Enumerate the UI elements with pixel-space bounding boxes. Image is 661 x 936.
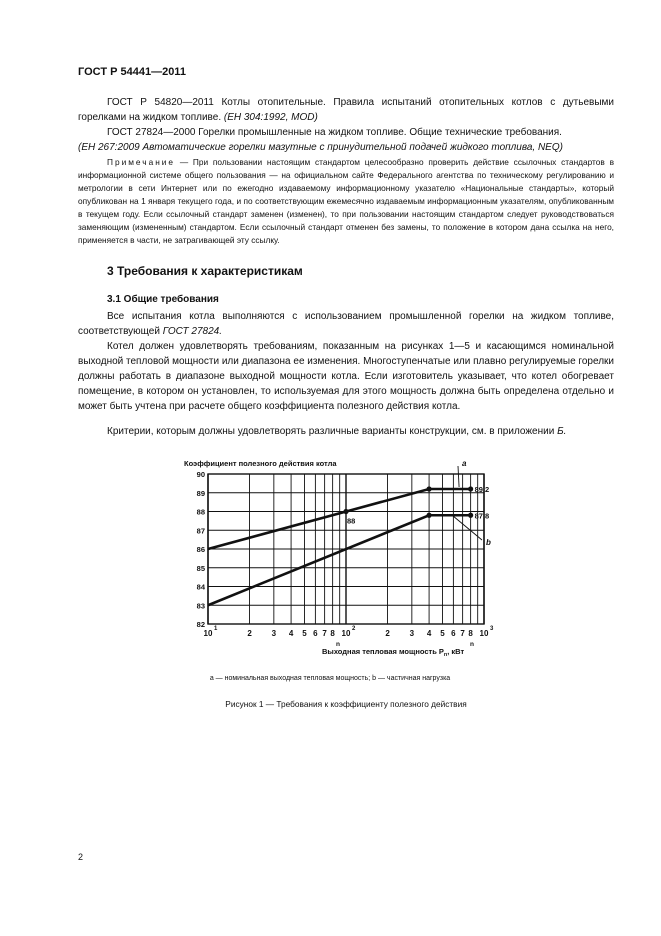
x-tick-label: 2 [247, 629, 252, 638]
value-label: 88 [347, 516, 356, 526]
appendix-ref: Б. [557, 426, 567, 437]
section-title: 3 Требования к характеристикам [107, 264, 303, 278]
x-tick-label: 10 [203, 629, 213, 638]
data-point-a [468, 486, 473, 491]
reference-text: ГОСТ Р 54820—2011 Котлы отопительные. Правила испытаний отопительных котлов с дутьевыми горелками на жидком топливе. [78, 97, 614, 123]
x-tick-label: 6 [313, 629, 318, 638]
paragraph-text: Критерии, которым должны удовлетворять различные варианты конструкции, см. в приложении [107, 426, 555, 437]
reference-text: ГОСТ 27824—2000 Горелки промышленные на жидком топливе. Общие технические требования. [107, 127, 562, 138]
page-header: ГОСТ Р 54441—2011 [78, 66, 186, 78]
data-point-b [426, 513, 431, 518]
x-axis-label-subscript: n [443, 652, 448, 658]
x-tick-label: 7 [322, 629, 327, 638]
x-tick-exponent: 1 [214, 626, 218, 632]
leader-line-a [458, 466, 459, 487]
value-label: 87,8 [474, 511, 490, 521]
x-tick-label: 4 [426, 629, 432, 638]
x-tick-label: 8 [468, 629, 473, 638]
x-axis-label-unit: , кВт [447, 647, 465, 656]
x-tick-label: 5 [440, 629, 445, 638]
data-point-b [468, 513, 473, 518]
y-tick-label: 90 [196, 470, 205, 479]
standard-ref: ГОСТ 27824. [162, 326, 222, 337]
value-label: 89,2 [474, 485, 490, 494]
note-text: — При пользовании настоящим стандартом целесообразно проверить действие ссылочных стандартов в информационной системе общего пользования — на официальном сайте Федерального агентства по техническому регулированию и метрологии в сети Интернет или по ежегодно издаваемому информационному указателю «Национальные стандарты», который опубликован на 1 января текущего года, и по соответствующим ежемесячно издаваемым информационным указателям, опубликованным в текущем году. Если ссылочный стандарт заменен (изменен), то при пользовании настоящим стандартом следует руководствоваться заменяющим (измененным) стандартом. Если ссылочный стандарт отменен без замены, то положение в котором дана ссылка на него, применяется в части, не затрагивающей эту ссылку. [78, 157, 614, 245]
data-point-a [426, 486, 431, 491]
y-tick-label: 88 [196, 507, 205, 517]
y-tick-label: 84 [196, 582, 205, 592]
x-tick-label: 6 [451, 629, 456, 638]
x-tick-label: 10 [341, 629, 351, 638]
x-tick-label: 2 [385, 629, 390, 638]
subsection-title: 3.1 Общие требования [107, 294, 219, 305]
chart-title: Коэффициент полезного действия котла [184, 459, 337, 468]
figure-legend: a — номинальная выходная тепловая мощность; b — частичная нагрузка [209, 675, 451, 682]
reference-equivalent: (EH 304:1992, MOD) [223, 112, 318, 123]
x-tick-label: 8 [330, 629, 335, 638]
x-axis-label [322, 647, 465, 658]
y-tick-label: 87 [196, 526, 205, 536]
x-tick-label: 3 [409, 629, 415, 638]
axis-marker: n [470, 641, 474, 648]
figure-caption: Рисунок 1 — Требования к коэффициенту полезного действия [225, 699, 467, 709]
axis-marker: n [336, 641, 340, 648]
series-label-a: a [462, 459, 467, 468]
series-label-b: b [486, 538, 491, 547]
page-number: 2 [78, 852, 84, 862]
note-label: Примечание [107, 157, 176, 167]
x-axis-label-main: Выходная тепловая мощность P [322, 647, 444, 656]
x-tick-exponent: 2 [352, 626, 356, 632]
paragraph-text: Все испытания котла выполняются с использованием промышленной горелки на жидком топливе, соответствующей [78, 311, 614, 337]
y-tick-label: 86 [196, 545, 205, 554]
x-tick-label: 3 [271, 629, 277, 638]
reference-equivalent: (EH 267:2009 Автоматические горелки мазутные с принудительной подачей жидкого топлива, NEQ) [78, 142, 563, 153]
x-tick-label: 4 [288, 629, 294, 638]
y-tick-label: 89 [196, 488, 205, 498]
body-paragraph-2: Котел должен удовлетворять требованиям, показанным на рисунках 1—5 и касающимся номинальной выходной тепловой мощности или диапазона ее изменения. Многоступенчатые или плавно регулируемые горелки должны работать в диапазоне выходной мощности котла. Если изготовитель указывает, что котел обогревает помещение, в котором он установлен, то используемая для этого мощность должна быть определена отдельно и может быть учтена при расчете общего коэффициента полезного действия котла. [78, 341, 614, 412]
y-tick-label: 85 [196, 563, 205, 573]
x-tick-exponent: 3 [490, 626, 494, 632]
y-tick-label: 82 [196, 620, 205, 629]
x-tick-label: 5 [302, 629, 307, 638]
x-tick-label: 7 [460, 629, 465, 638]
x-tick-label: 10 [479, 629, 489, 638]
y-tick-label: 83 [196, 601, 205, 611]
data-point-a [343, 509, 348, 514]
